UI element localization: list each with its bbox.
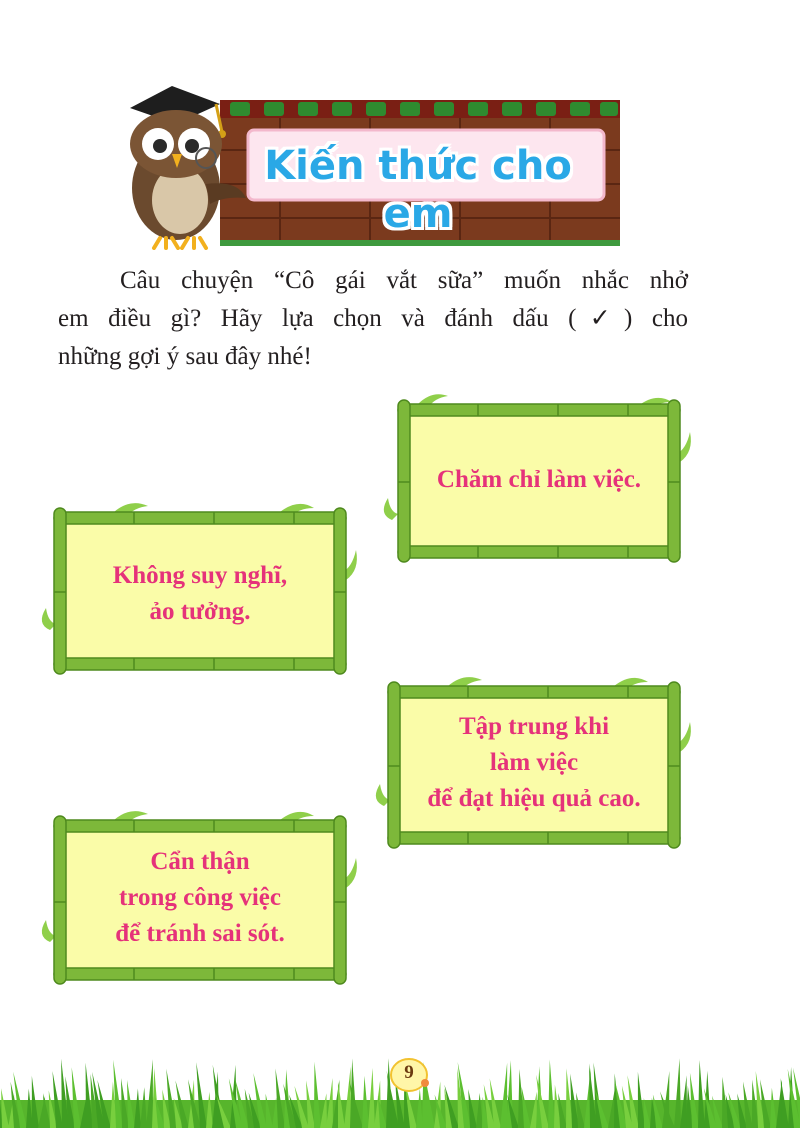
option-text-line: để đạt hiệu quả cao. <box>427 785 641 812</box>
section-title: Kiến thức cho em <box>264 143 572 237</box>
grass-blade <box>368 1068 375 1128</box>
option-text-line: Tập trung khi <box>458 713 610 740</box>
option-text-line: để tránh sai sót. <box>115 920 285 947</box>
option-text-line: Cẩn thận <box>150 848 250 875</box>
header-banner <box>110 80 620 250</box>
intro-line-2: em điều gì? Hãy lựa chọn và đánh dấu (✓) cho <box>58 305 688 332</box>
owl-graduate-icon <box>110 80 250 250</box>
option-card-no-illusions[interactable] <box>44 500 356 682</box>
option-text-line: ảo tưởng. <box>149 598 251 625</box>
option-text-line: làm việc <box>489 749 579 776</box>
option-card-careful[interactable] <box>44 806 356 992</box>
grass-blade <box>548 1060 555 1128</box>
intro-line-3: những gợi ý sau đây nhé! <box>58 343 312 370</box>
grass-blade <box>500 1063 507 1128</box>
page-number: 9 <box>404 1062 414 1083</box>
intro-line-1: Câu chuyện “Cô gái vắt sữa” muốn nhắc nhở <box>120 267 688 294</box>
grass-blade <box>314 1062 321 1128</box>
grass-blade <box>344 1067 351 1128</box>
grass-blade <box>698 1060 705 1128</box>
option-card-hard-work[interactable] <box>388 392 690 570</box>
option-text-line: trong công việc <box>118 884 281 911</box>
option-text-line: Không suy nghĩ, <box>112 562 288 589</box>
grass-blade <box>674 1058 681 1128</box>
option-text-line: Chăm chỉ làm việc. <box>436 466 642 493</box>
grass-blade <box>146 1059 153 1128</box>
intro-paragraph <box>58 262 688 376</box>
option-card-focus[interactable] <box>378 672 690 856</box>
